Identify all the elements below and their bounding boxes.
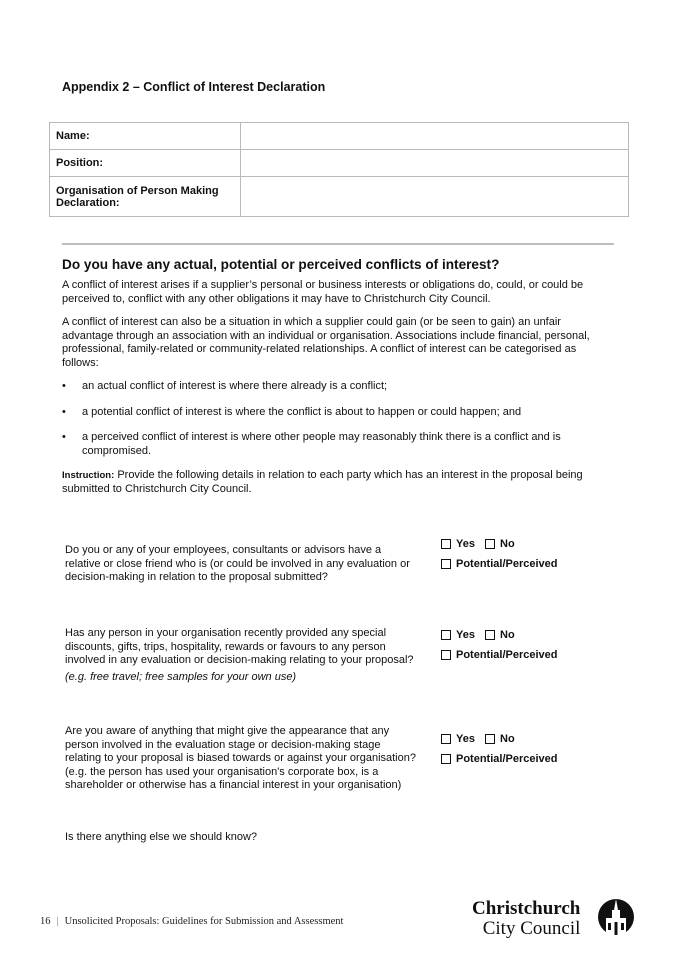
organisation-field[interactable] xyxy=(241,177,629,217)
declarant-details-table xyxy=(49,122,629,217)
instruction-line: submitted to Christchurch City Council. xyxy=(62,482,252,495)
organisation-label-line1: Organisation of Person Making xyxy=(56,184,219,197)
instruction-paragraph xyxy=(62,469,617,496)
appendix-title: Appendix 2 – Conflict of Interest Declaration xyxy=(62,80,326,94)
question-line: person involved in the evaluation stage or decision-making stage xyxy=(65,738,381,751)
bullet-icon: • xyxy=(62,380,66,392)
paragraph-line: A conflict of interest arises if a supplier’s personal or business interests or obligations do, could, or could be xyxy=(62,279,584,291)
table-row xyxy=(50,123,629,150)
section-heading: Do you have any actual, potential or perceived conflicts of interest? xyxy=(62,257,500,272)
bullet-line: an actual conflict of interest is where there already is a conflict; xyxy=(82,380,388,392)
q1-yes-checkbox[interactable] xyxy=(441,538,475,550)
section-divider xyxy=(62,243,614,245)
intro-paragraph xyxy=(62,279,617,306)
question-line: decision-making in relation to the proposal submitted? xyxy=(65,571,328,584)
logo-line2: City Council xyxy=(482,918,581,939)
paragraph-line: A conflict of interest can also be a situation in which a supplier could gain (or be seen to gain) an unfair xyxy=(62,316,561,328)
checkbox-icon xyxy=(485,734,495,744)
checkbox-icon xyxy=(485,630,495,640)
association-paragraph xyxy=(62,316,617,370)
potential-label: Potential/Perceived xyxy=(456,753,558,765)
bullet-perceived xyxy=(82,431,612,458)
question-line: relative or close friend who is (or could be involved in any evaluation or xyxy=(65,557,410,570)
question-line: Are you aware of anything that might give the appearance that any xyxy=(65,725,390,737)
checkbox-icon xyxy=(441,559,451,569)
q2-yes-checkbox[interactable] xyxy=(441,629,475,641)
organisation-label-line2: Declaration: xyxy=(56,196,120,209)
page-number: 16 xyxy=(40,916,51,927)
potential-label: Potential/Perceived xyxy=(456,649,558,661)
council-logo-text xyxy=(472,899,580,938)
yes-label: Yes xyxy=(456,629,475,641)
instruction-line xyxy=(62,469,617,483)
question-line: discounts, gifts, trips, hospitality, rewards or favours to any person xyxy=(65,640,386,653)
no-label: No xyxy=(500,538,515,550)
paragraph-line: perceived to, conflict with any other obligations it may have to Christchurch City Council. xyxy=(62,292,491,305)
instruction-label: Instruction: xyxy=(62,470,115,481)
position-field[interactable] xyxy=(241,150,629,177)
cathedral-emblem-icon xyxy=(597,896,635,943)
checkbox-icon xyxy=(441,734,451,744)
bullet-actual xyxy=(82,380,612,394)
yes-label: Yes xyxy=(456,733,475,745)
bullet-line: compromised. xyxy=(82,444,152,457)
logo-line1: Christchurch xyxy=(472,898,581,919)
question-3 xyxy=(65,725,427,793)
organisation-label xyxy=(50,177,241,217)
bullet-icon: • xyxy=(62,406,66,418)
bullet-potential xyxy=(82,406,612,420)
q3-potential-checkbox[interactable] xyxy=(441,753,558,765)
q3-yes-checkbox[interactable] xyxy=(441,733,475,745)
table-row xyxy=(50,177,629,217)
position-label: Position: xyxy=(50,150,241,177)
checkbox-icon xyxy=(441,630,451,640)
footer-doc-title: Unsolicited Proposals: Guidelines for Submission and Assessment xyxy=(64,916,344,927)
question-line: Has any person in your organisation recently provided any special xyxy=(65,627,387,639)
no-label: No xyxy=(500,733,515,745)
checkbox-icon xyxy=(485,539,495,549)
bullet-line: a perceived conflict of interest is where other people may reasonably think there is a conflict and is xyxy=(82,431,561,443)
question-line: involved in any evaluation or decision-making relating to your proposal? xyxy=(65,654,414,667)
question-2 xyxy=(65,627,427,668)
question-line: relating to your proposal is biased towards or against your organisation? xyxy=(65,752,416,765)
paragraph-line: professional, family-related or community-related relationships. A conflict of interest can be categorised as xyxy=(62,343,577,356)
q2-potential-checkbox[interactable] xyxy=(441,649,558,661)
checkbox-icon xyxy=(441,539,451,549)
name-field[interactable] xyxy=(241,123,629,150)
checkbox-icon xyxy=(441,650,451,660)
q1-potential-checkbox[interactable] xyxy=(441,558,558,570)
checkbox-icon xyxy=(441,754,451,764)
paragraph-line: follows: xyxy=(62,356,99,369)
paragraph-line: advantage through an association with an individual or organisation. Associations include financial, personal, xyxy=(62,329,590,342)
table-row xyxy=(50,150,629,177)
q1-no-checkbox[interactable] xyxy=(485,538,515,550)
no-label: No xyxy=(500,629,515,641)
name-label: Name: xyxy=(50,123,241,150)
question-1 xyxy=(65,544,427,585)
question-2-example: (e.g. free travel; free samples for your own use) xyxy=(65,671,297,683)
yes-label: Yes xyxy=(456,538,475,550)
final-question: Is there anything else we should know? xyxy=(65,831,258,843)
question-line: Do you or any of your employees, consultants or advisors have a xyxy=(65,544,382,556)
question-line: (e.g. the person has used your organisation's corporate box, is a xyxy=(65,765,379,778)
q2-no-checkbox[interactable] xyxy=(485,629,515,641)
potential-label: Potential/Perceived xyxy=(456,558,558,570)
instruction-text: Provide the following details in relation to each party which has an interest in the proposal being xyxy=(117,469,583,481)
footer-separator: | xyxy=(56,916,59,927)
q3-no-checkbox[interactable] xyxy=(485,733,515,745)
bullet-line: a potential conflict of interest is where the conflict is about to happen or could happen; and xyxy=(82,406,522,418)
page-footer xyxy=(40,916,343,927)
bullet-icon: • xyxy=(62,431,66,443)
question-line: shareholder or otherwise has a financial interest in your organisation) xyxy=(65,779,402,792)
